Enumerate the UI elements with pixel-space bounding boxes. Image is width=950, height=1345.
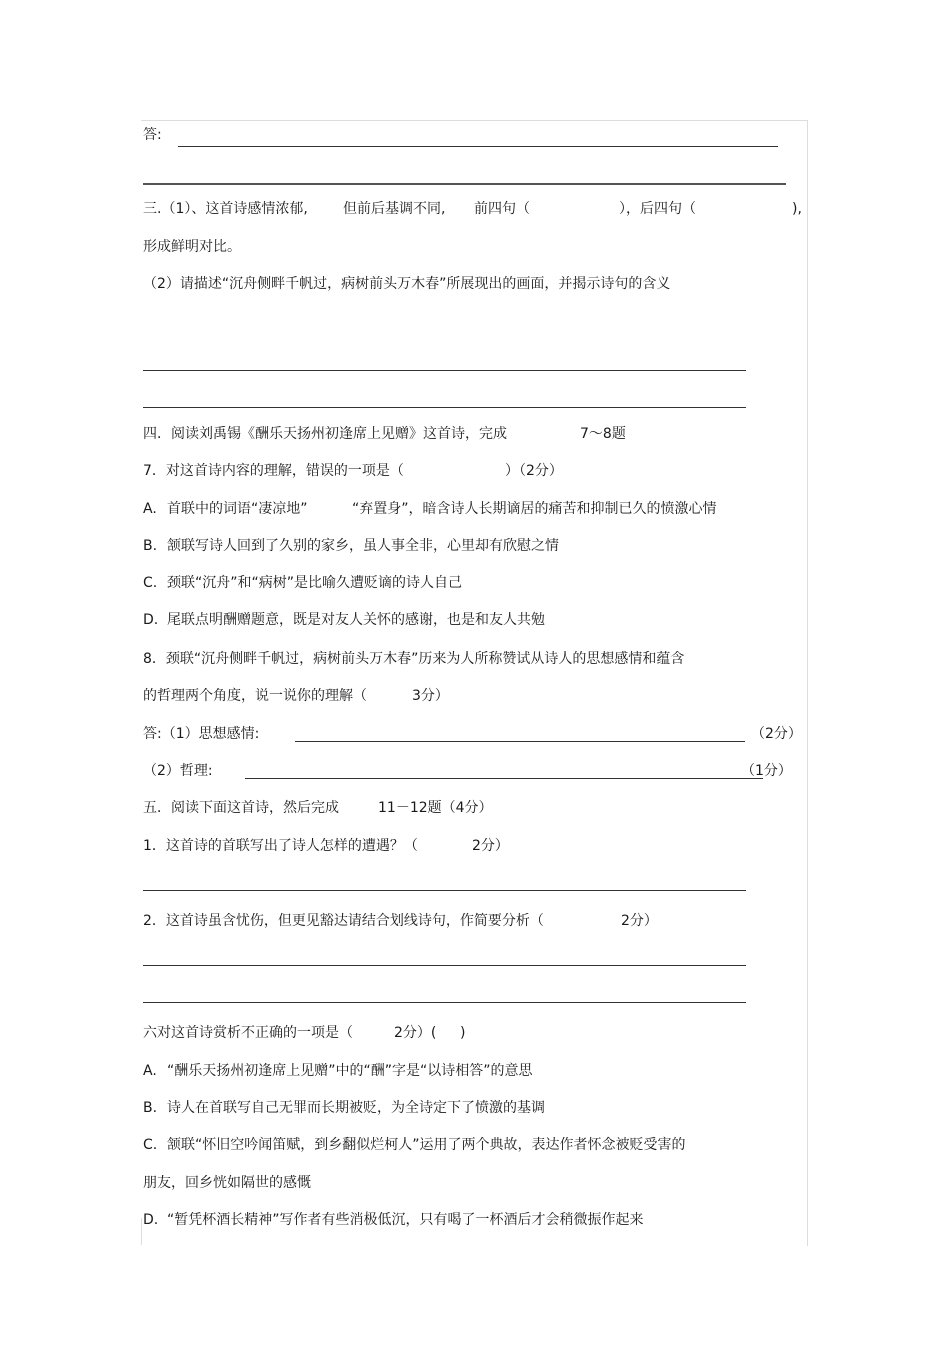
q5-sub2: 2．这首诗虽含忧伤，但更见豁达请结合划线诗句，作简要分析（ [143, 913, 544, 929]
option-text: 颔联写诗人回到了久别的家乡，虽人事全非，心里却有欣慰之情 [167, 538, 559, 554]
answer-line[interactable] [295, 741, 745, 742]
option-text: 首联中的词语“凄凉地” [167, 501, 308, 517]
q6-stem: 2分）( [394, 1025, 437, 1041]
q5-intro: 五．阅读下面这首诗，然后完成 [143, 800, 339, 816]
option-letter: A. [143, 501, 157, 517]
option-letter: B. [143, 1100, 158, 1116]
q3-text: 三.（1）、这首诗感情浓郁, [143, 201, 308, 217]
q6-stem: 六对这首诗赏析不正确的一项是（ [143, 1025, 353, 1041]
q5-sub1: 2分） [472, 838, 509, 854]
answer-line[interactable] [143, 890, 746, 891]
option-letter: B. [143, 538, 158, 554]
answer-line[interactable] [178, 146, 778, 147]
option-text: “暂凭杯酒长精神”写作者有些消极低沉，只有喝了一杯酒后才会稍微振作起来 [167, 1212, 644, 1228]
q5-sub1: 1．这首诗的首联写出了诗人怎样的遭遇？（ [143, 838, 418, 854]
q3-text: 前四句（ [474, 201, 530, 217]
q8-stem: 的哲理两个角度，说一说你的理解（ [143, 688, 367, 704]
option-text: 朋友，回乡恍如隔世的感慨 [143, 1175, 311, 1191]
q5-sub2: 2分） [621, 913, 658, 929]
answer-line[interactable] [143, 407, 746, 408]
option-letter: D. [143, 1212, 159, 1228]
q5-intro: 11－12题（4分） [378, 800, 493, 816]
q4-intro: 7～8题 [580, 426, 626, 442]
score-label: （2分） [751, 726, 802, 742]
q3-part2: （2）请描述“沉舟侧畔千帆过，病树前头万木春”所展现出的画面，并揭示诗句的含义 [143, 276, 671, 292]
option-text: 颔联“怀旧空吟闻笛赋，到乡翻似烂柯人”运用了两个典故，表达作者怀念被贬受害的 [167, 1137, 686, 1153]
option-letter: C. [143, 1137, 158, 1153]
q8-stem: 8．颈联“沉舟侧畔千帆过，病树前头万木春”历来为人所称赞试从诗人的思想感情和蕴含 [143, 651, 685, 667]
q3-text: 形成鲜明对比。 [143, 239, 241, 255]
answer-line[interactable] [143, 1002, 746, 1003]
q3-text: ），后四句（ [619, 201, 696, 217]
answer-label: 答: [143, 127, 162, 143]
q8-stem: 3分） [412, 688, 449, 704]
q7-stem: 7．对这首诗内容的理解，错误的一项是（ [143, 463, 404, 479]
page-frame-edge [141, 1218, 142, 1245]
option-text: “弃置身”，暗含诗人长期谪居的痛苦和抑制已久的愤激心情 [352, 501, 717, 517]
q4-intro: 四．阅读刘禹锡《酬乐天扬州初逢席上见赠》这首诗，完成 [143, 426, 507, 442]
answer-line[interactable] [143, 183, 786, 185]
answer-line[interactable] [143, 965, 746, 966]
answer-line[interactable] [143, 370, 746, 371]
answer-label: （2）哲理: [143, 763, 213, 779]
q7-stem: ）（2分） [505, 463, 563, 479]
option-letter: C. [143, 575, 158, 591]
option-letter: A. [143, 1063, 157, 1079]
answer-label: 答:（1）思想感情: [143, 726, 260, 742]
option-text: 颈联“沉舟”和“病树”是比喻久遭贬谪的诗人自己 [167, 575, 463, 591]
option-text: 尾联点明酬赠题意，既是对友人关怀的感谢，也是和友人共勉 [167, 612, 545, 628]
option-text: 诗人在首联写自己无罪而长期被贬，为全诗定下了愤激的基调 [167, 1100, 545, 1116]
answer-line[interactable] [245, 778, 763, 779]
option-letter: D. [143, 612, 159, 628]
score-label: （1分） [741, 763, 792, 779]
q6-stem: ) [460, 1025, 466, 1041]
q3-text: ), [792, 201, 802, 217]
option-text: “酬乐天扬州初逢席上见赠”中的“酬”字是“以诗相答”的意思 [167, 1063, 533, 1079]
q3-text: 但前后基调不同, [343, 201, 446, 217]
